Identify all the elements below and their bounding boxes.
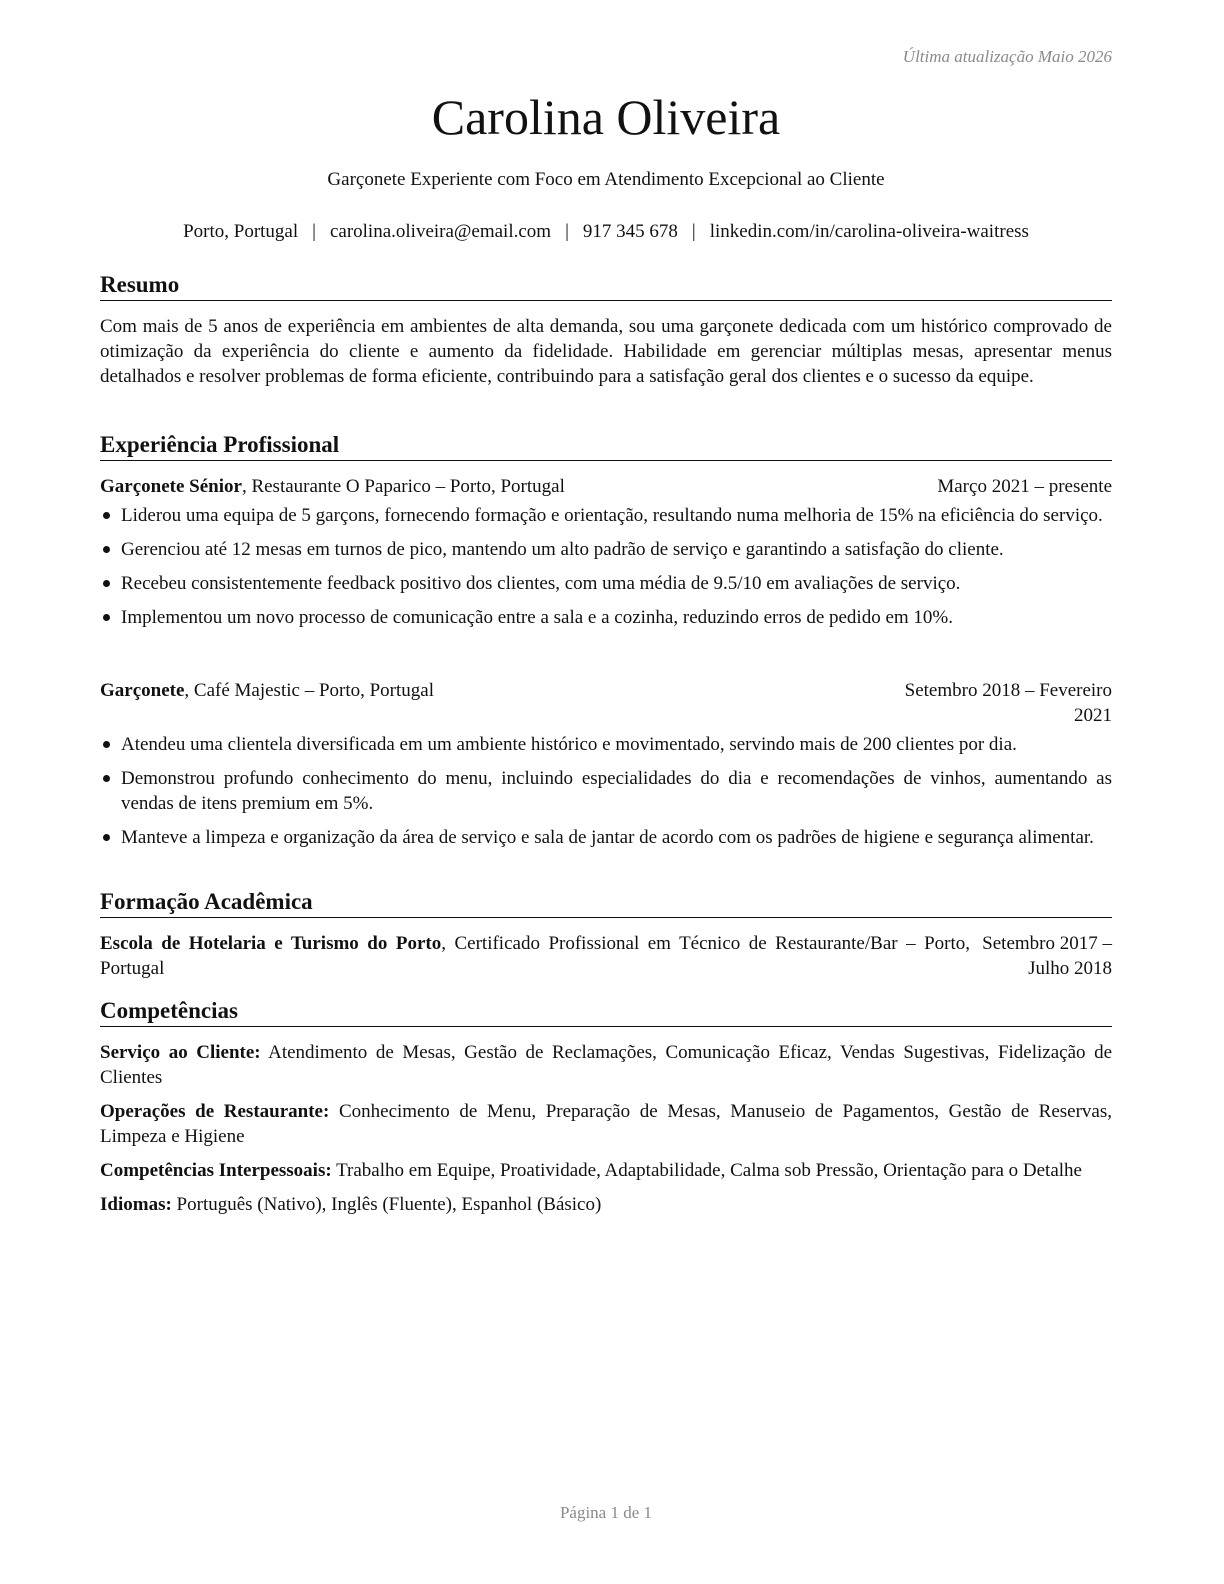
bullet-item	[100, 571, 1112, 596]
bullet-item	[100, 825, 1112, 850]
job-header	[100, 474, 1112, 499]
skill-group	[100, 1040, 1112, 1090]
job-title-line	[100, 678, 434, 703]
skill-items: Português (Nativo), Inglês (Fluente), Espanhol (Básico)	[171, 1194, 602, 1215]
summary-text: Com mais de 5 anos de experiência em ambientes de alta demanda, sou uma garçonete dedicada com um histórico comprovado de otimização da experiência do cliente e aumento da fidelidade. Habilidade em gerenciar múltiplas mesas, apresentar menus detalhados e resolver problemas de forma eficiente, contribuindo para a satisfação geral dos clientes e o sucesso da equipe.	[100, 316, 1112, 387]
contact-phone[interactable]: 917 345 678	[582, 221, 678, 242]
bullet-dot-icon	[103, 546, 110, 553]
job-bullets	[100, 503, 1112, 630]
skill-items: Atendimento de Mesas, Gestão de Reclamações, Comunicação Eficaz, Vendas Sugestivas, Fidelização de Clientes	[100, 1042, 1112, 1088]
job-place: , Café Majestic – Porto, Portugal	[184, 680, 435, 701]
summary-section	[100, 314, 1112, 389]
job-role: Garçonete Sénior	[100, 476, 242, 497]
section-title-education: Formação Acadêmica	[100, 888, 1112, 918]
skill-items: Conhecimento de Menu, Preparação de Mesas, Manuseio de Pagamentos, Gestão de Reservas, Limpeza e Higiene	[100, 1101, 1112, 1147]
skill-group	[100, 1158, 1112, 1183]
education-dates: Setembro 2017 – Julho 2018	[982, 933, 1112, 979]
job-entry	[100, 474, 1112, 630]
bullet-text: Liderou uma equipa de 5 garçons, fornecendo formação e orientação, resultando numa melhoria de 15% na eficiência do serviço.	[121, 505, 1103, 526]
contact-separator: |	[312, 221, 316, 242]
contact-line	[100, 219, 1112, 244]
bullet-item	[100, 605, 1112, 630]
job-place: , Restaurante O Paparico – Porto, Portugal	[241, 476, 565, 497]
education-title-line	[100, 931, 970, 981]
section-title-skills: Competências	[100, 997, 1112, 1027]
bullet-dot-icon	[103, 775, 110, 782]
education-header	[100, 931, 1112, 981]
bullet-item	[100, 766, 1112, 816]
skill-label: Idiomas:	[100, 1194, 172, 1215]
bullet-text: Implementou um novo processo de comunicação entre a sala e a cozinha, reduzindo erros de pedido em 10%.	[121, 607, 954, 628]
skill-group	[100, 1099, 1112, 1149]
bullet-item	[100, 732, 1112, 757]
bullet-item	[100, 537, 1112, 562]
bullet-dot-icon	[103, 614, 110, 621]
skill-label: Competências Interpessoais:	[100, 1160, 332, 1181]
last-updated: Última atualização Maio 2026	[902, 47, 1112, 66]
bullet-text: Manteve a limpeza e organização da área de serviço e sala de jantar de acordo com os padrões de higiene e segurança alimentar.	[121, 827, 1094, 848]
candidate-name: Carolina Oliveira	[431, 89, 781, 145]
section-title-experience: Experiência Profissional	[100, 431, 1112, 461]
job-dates: Setembro 2018 – Fevereiro 2021	[904, 680, 1112, 726]
education-entry	[100, 931, 1112, 981]
contact-separator: |	[565, 221, 569, 242]
contact-separator: |	[691, 221, 696, 242]
job-bullets	[100, 732, 1112, 850]
bullet-text: Atendeu uma clientela diversificada em um ambiente histórico e movimentado, servindo mais de 200 clientes por dia.	[121, 734, 1017, 755]
bullet-text: Gerenciou até 12 mesas em turnos de pico, mantendo um alto padrão de serviço e garantindo a satisfação do cliente.	[121, 539, 1004, 560]
bullet-dot-icon	[103, 580, 110, 587]
bullet-text: Recebeu consistentemente feedback positivo dos clientes, com uma média de 9.5/10 em avaliações de serviço.	[121, 573, 961, 594]
job-role: Garçonete	[100, 680, 185, 701]
contact-email[interactable]: carolina.oliveira@email.com	[329, 221, 552, 242]
education-detail: , Certificado Profissional em Técnico de Restaurante/Bar – Porto, Portugal	[100, 933, 970, 979]
job-entry	[100, 678, 1112, 850]
skill-group	[100, 1192, 1112, 1217]
bullet-item	[100, 503, 1112, 528]
skill-items: Trabalho em Equipe, Proatividade, Adaptabilidade, Calma sob Pressão, Orientação para o Detalhe	[331, 1160, 1082, 1181]
page-number: Página 1 de 1	[559, 1503, 653, 1522]
job-dates: Março 2021 – presente	[937, 476, 1112, 497]
job-header	[100, 678, 1112, 728]
contact-location: Porto, Portugal	[183, 221, 299, 242]
resume-page	[100, 0, 1112, 1584]
skills-section	[100, 1040, 1112, 1226]
bullet-text: Demonstrou profundo conhecimento do menu, incluindo especialidades do dia e recomendações de vinhos, aumentando as vendas de itens premium em 5%.	[121, 768, 1112, 814]
bullet-dot-icon	[103, 512, 110, 519]
skill-label: Serviço ao Cliente:	[100, 1042, 261, 1063]
section-title-summary: Resumo	[100, 271, 1112, 301]
education-school: Escola de Hotelaria e Turismo do Porto	[100, 933, 442, 954]
bullet-dot-icon	[103, 834, 110, 841]
headline: Garçonete Experiente com Foco em Atendimento Excepcional ao Cliente	[327, 169, 885, 190]
bullet-dot-icon	[103, 741, 110, 748]
job-title-line	[100, 474, 565, 499]
contact-linkedin[interactable]: linkedin.com/in/carolina-oliveira-waitress	[709, 221, 1029, 242]
skill-label: Operações de Restaurante:	[100, 1101, 330, 1122]
